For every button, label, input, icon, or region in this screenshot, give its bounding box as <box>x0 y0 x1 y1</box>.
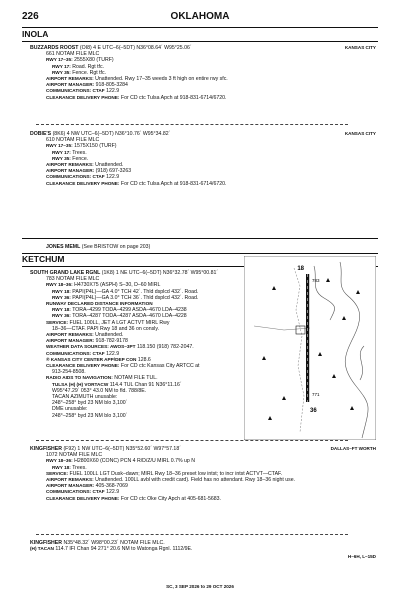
entry-text: 2555X80 (TURF) <box>72 57 114 64</box>
entry-text: FUEL 100LL, JET A LGT ACTVT MIRL Rwy <box>68 319 170 326</box>
entry-label: RWY 18–36: <box>46 458 73 464</box>
chart-ref: H–6H, L–15D <box>347 554 376 559</box>
airport-ident: (F92) <box>63 446 76 452</box>
entry-text: Fence. Rgt tfc. <box>70 69 107 76</box>
entry-label: ® KANSAS CITY CENTER APP/DEP CON <box>46 356 137 362</box>
entry-label: COMMUNICATIONS: CTAF <box>46 88 105 94</box>
airport-ident: (OI8) <box>79 45 92 51</box>
entry-text: Road. Rgt tfc. <box>70 63 105 70</box>
airport-name: JONES MEML <box>46 244 81 250</box>
entry-label: AIRPORT MANAGER: <box>46 483 95 489</box>
airport-lines <box>30 137 350 187</box>
entry-label: TULSA (H) (H) VORTACW <box>52 381 109 387</box>
airport-entry-south-grand-lake <box>30 270 260 419</box>
airport-entry-dobies <box>30 131 350 187</box>
entry-label: RWY 18–36: <box>46 282 73 288</box>
entry-separator <box>36 440 348 441</box>
entry-label: CLEARANCE DELIVERY PHONE: <box>46 94 120 100</box>
entry-label: SERVICE: <box>46 319 69 325</box>
cross-reference: (See BRISTOW on page 203) <box>81 244 151 250</box>
region-tag: DALLAS–FT WORTH <box>330 446 376 451</box>
entry-text: Unattended. Rwy 17–35 weeds 3 ft high on entire rwy sfc. <box>93 76 228 83</box>
entry-text: TORA–4287 TODA–4287 ASDA–4670 LDA–4228 <box>70 313 187 320</box>
entry-text: 122.9 <box>104 489 120 496</box>
page-number: 226 <box>22 11 39 22</box>
entry-text: Trees. <box>70 464 87 471</box>
airport-lines <box>30 51 350 101</box>
entry-text: 661 NOTAM FILE MLC <box>46 51 100 58</box>
entry-text: H2800X60 (CONC) PCN 4 R/D/Z/U MIRL 0.7% up N <box>72 458 195 465</box>
entry-label: COMMUNICATIONS: CTAF <box>46 489 105 495</box>
region-tag: KANSAS CITY <box>344 45 376 50</box>
entry-label: RWY 36: <box>52 313 71 319</box>
entry-text: H4730X75 (ASPH) S–30, D–60 MIRL <box>72 282 161 289</box>
airport-info: 1 NW UTC–6(–5DT) N35°52.60´ W97°57.18´ <box>77 446 181 452</box>
entry-label: RUNWAY DECLARED DISTANCE INFORMATION <box>46 301 153 307</box>
entry-label: RWY 36: <box>52 294 71 300</box>
entry-text: 114.4 TUL Chan 91 N36°11.16´ <box>108 381 182 388</box>
airport-lines <box>30 276 260 419</box>
entry-text: 783 NOTAM FILE MLC <box>46 276 100 283</box>
airport-ident: (8K6) <box>52 131 66 137</box>
entry-label: CLEARANCE DELIVERY PHONE: <box>46 363 120 369</box>
navaid-entry-kingfisher <box>30 540 350 552</box>
header-rule <box>22 27 378 28</box>
entry-text: 918-782-9178 <box>94 338 128 345</box>
entry-text: FUEL 100LL LGT Dusk–dawn; MIRL Rwy 18–36 preset low intst; to incr intst ACTVT—CTAF. <box>68 470 283 477</box>
section-rule <box>22 253 378 254</box>
entry-label: RWY 35: <box>52 69 71 75</box>
entry-label: AIRPORT MANAGER: <box>46 82 95 88</box>
region-tag: KANSAS CITY <box>344 131 376 136</box>
entry-label: RWY 17: <box>52 149 71 155</box>
entry-text: 405-368-7069 <box>94 483 128 490</box>
entry-label: RWY 17: <box>52 63 71 69</box>
navaid-type: (H) TACAN <box>30 546 54 552</box>
entry-line <box>30 181 350 187</box>
entry-label: RADIO AIDS TO NAVIGATION: <box>46 375 113 381</box>
entry-label: AIRPORT REMARKS: <box>46 332 94 338</box>
entry-separator <box>36 534 348 535</box>
airport-diagram <box>244 256 376 440</box>
entry-text: (918) 697-3263 <box>94 168 132 175</box>
entry-text: 248°–258° byd 23 NM blo 3,100´ <box>52 412 128 419</box>
entry-text: PAPI(P4L)—GA 4.0° TCH 42´. Thld dsplcd 432´. Road. <box>70 288 199 295</box>
entry-label: CLEARANCE DELIVERY PHONE: <box>46 180 120 186</box>
entry-text: For CD ctc Tulsa Apch at 918-831-6714/6720. <box>119 180 227 187</box>
entry-label: AIRPORT REMARKS: <box>46 477 94 483</box>
airport-ident: (1K8) <box>101 270 115 276</box>
runway-label-18: 18 <box>297 266 304 272</box>
entry-text: DME unusable: <box>52 406 88 413</box>
entry-text: 913-254-8508. <box>52 369 86 376</box>
entry-text: 1072 NOTAM FILE MLC <box>46 452 103 459</box>
entry-label: RWY 18: <box>52 464 71 470</box>
elevation-label: 771 <box>312 392 320 397</box>
entry-label: AIRPORT MANAGER: <box>46 168 95 174</box>
city-heading-inola: INOLA <box>22 29 49 39</box>
entry-text: 122.9 <box>104 88 120 95</box>
entry-label: CLEARANCE DELIVERY PHONE: <box>46 495 120 501</box>
airport-entry-kingfisher-f92 <box>30 446 350 502</box>
city-heading-ketchum: KETCHUM <box>22 254 65 264</box>
entry-label: COMMUNICATIONS: CTAF <box>46 174 105 180</box>
entry-label: RWY 17–35: <box>46 57 73 63</box>
runway-label-36: 36 <box>310 408 317 414</box>
entry-label: SERVICE: <box>46 470 69 476</box>
entry-line <box>30 413 260 419</box>
entry-text: Unattended. <box>93 162 124 169</box>
navaid-name: KINGFISHER <box>30 540 62 546</box>
entry-text: Fence. <box>70 155 89 162</box>
airport-name: KINGFISHER <box>30 446 62 452</box>
airport-name: SOUTH GRAND LAKE RGNL <box>30 270 101 276</box>
entry-text: TACAN AZIMUTH unusable: <box>52 394 118 401</box>
entry-text: 918-805-3284 <box>94 82 128 89</box>
entry-separator <box>36 124 348 125</box>
navaid-detail: 114.7 IFI Chan 94 271° 20.6 NM to Watonga Rgnl. 1112/9E. <box>55 546 193 553</box>
entry-text: NOTAM FILE TUL. <box>112 375 158 382</box>
entry-text: 1575X150 (TURF) <box>72 143 117 150</box>
entry-line <box>30 95 350 101</box>
entry-label: RWY 35: <box>52 155 71 161</box>
airport-info: 4 NW UTC–6(–5DT) N36°10.76´ W95°34.82´ <box>66 131 171 137</box>
airport-info: 4 E UTC–6(–5DT) N36°08.64´ W95°25.06´ <box>93 45 192 51</box>
entry-text: 122.9 <box>104 174 120 181</box>
airport-name: BUZZARDS ROOST <box>30 45 79 51</box>
elevation-label: 783 <box>312 278 320 283</box>
entry-text: Trees. <box>70 149 87 156</box>
airport-lines <box>30 452 350 502</box>
footer-effective-dates: SC, 3 SEP 2026 to 29 OCT 2026 <box>166 584 234 589</box>
entry-label: AIRPORT MANAGER: <box>46 338 95 344</box>
entry-text: 122.9 <box>104 350 120 357</box>
entry-text: For CD ctc Oke City Apch at 405-681-5683. <box>119 495 221 502</box>
entry-text: Unattended. 100LL avbl with credit card). Field has no attendant. Rwy 18–36 night use. <box>93 477 296 484</box>
entry-text: Unattended. <box>93 332 124 339</box>
entry-label: RWY 18: <box>52 307 71 313</box>
entry-text: For CD ctc Kansas City ARTCC at <box>119 363 200 370</box>
entry-text: 128.6 <box>136 356 151 363</box>
airport-info: 1 NE UTC–6(–5DT) N36°32.78´ W95°00.81´ <box>115 270 219 276</box>
entry-label: RWY 18: <box>52 288 71 294</box>
airport-name: DOBIE'S <box>30 131 52 137</box>
entry-label: COMMUNICATIONS: CTAF <box>46 350 105 356</box>
entry-label: WEATHER DATA SOURCES: AWOS–3PT <box>46 344 136 350</box>
entry-text: 18–36—CTAF. PAPI Rwy 18 and 36 on consly. <box>52 325 159 332</box>
entry-line <box>30 496 350 502</box>
entry-text: 610 NOTAM FILE MLC <box>46 137 100 144</box>
airport-entry-buzzards-roost <box>30 45 350 101</box>
state-title: OKLAHOMA <box>170 11 230 22</box>
airport-entry-jones-meml <box>46 244 366 250</box>
entry-text: PAPI(P4L)—GA 3.0° TCH 36´. Thld dsplcd 432´. Road. <box>70 294 199 301</box>
section-rule <box>22 238 378 239</box>
entry-text: W95°47.29´ 053° 43.0 NM to fld. 788/8E. <box>52 387 147 394</box>
entry-text: 118.150 (918) 782-2047. <box>135 344 194 351</box>
entry-text: For CD ctc Tulsa Apch at 918-831-6714/6720. <box>119 94 227 101</box>
navaid-info: N35°48.32´ W98°00.23´ NOTAM FILE MLC. <box>63 540 165 546</box>
entry-label: AIRPORT REMARKS: <box>46 162 94 168</box>
entry-text: 248°–258° byd 23 NM blo 3,100´ <box>52 400 128 407</box>
entry-text: TORA–4299 TODA–4299 ASDA–4670 LDA–4238 <box>70 307 187 314</box>
city-rule <box>22 41 378 42</box>
entry-label: AIRPORT REMARKS: <box>46 76 94 82</box>
entry-label: RWY 17–35: <box>46 143 73 149</box>
